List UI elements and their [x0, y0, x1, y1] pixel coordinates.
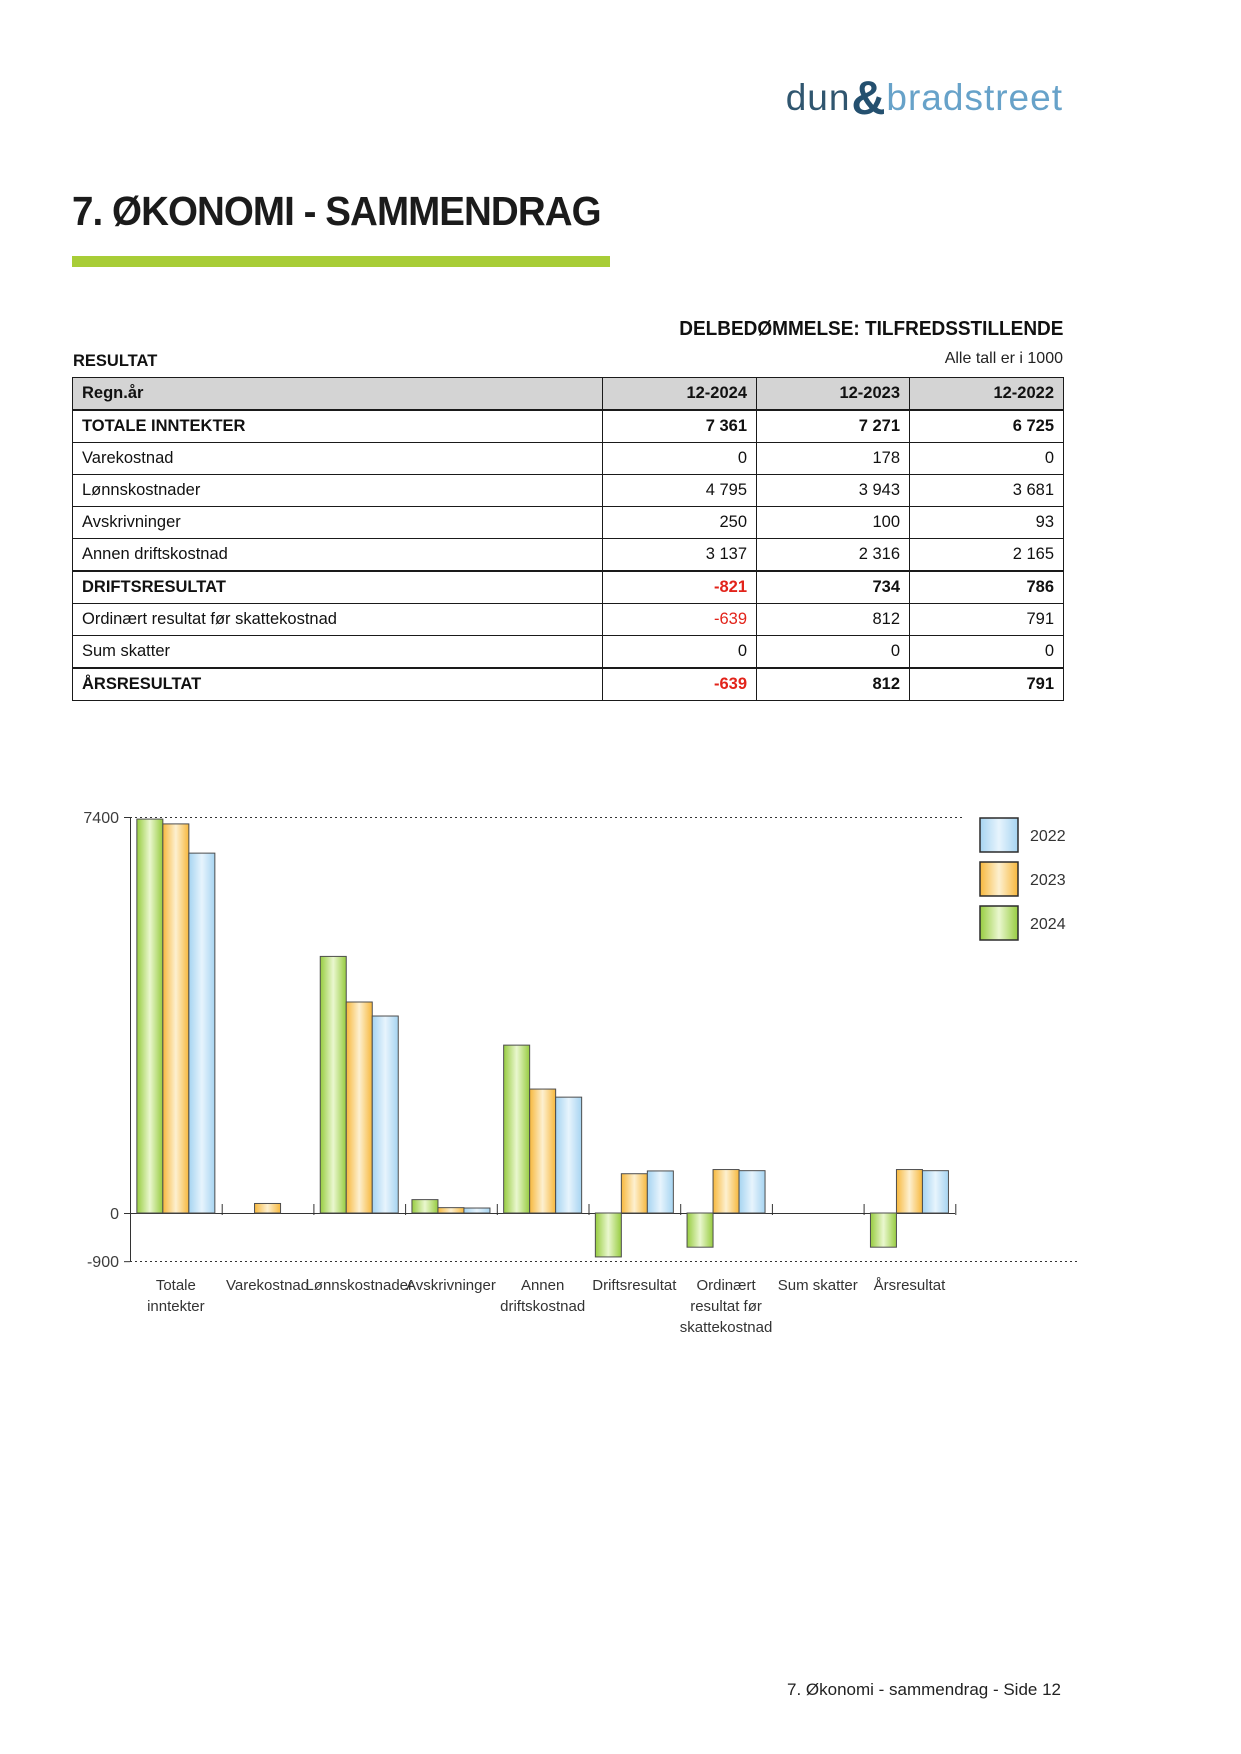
- value-cell: 2 165: [910, 539, 1064, 572]
- bar-2024-8: [870, 1213, 896, 1247]
- x-axis-category-label: inntekter: [147, 1298, 205, 1315]
- row-label-cell: Avskrivninger: [73, 507, 603, 539]
- value-cell: 4 795: [603, 475, 757, 507]
- x-axis-category-label: Avskrivninger: [406, 1277, 496, 1294]
- value-cell: 791: [910, 604, 1064, 636]
- bar-2023-4: [530, 1089, 556, 1213]
- bar-2023-8: [896, 1170, 922, 1213]
- x-axis-category-label: Driftsresultat: [592, 1277, 677, 1294]
- x-axis-category-label: Ordinært: [696, 1277, 756, 1294]
- value-cell: 3 681: [910, 475, 1064, 507]
- row-label-cell: Ordinært resultat før skattekostnad: [73, 604, 603, 636]
- value-cell: 2 316: [757, 539, 910, 572]
- table-row: [73, 507, 1064, 539]
- table-row: [73, 539, 1064, 572]
- bar-2024-6: [687, 1213, 713, 1247]
- table-row: [73, 443, 1064, 475]
- table-row: [73, 668, 1064, 701]
- value-cell: 791: [910, 668, 1064, 701]
- row-label-cell: ÅRSRESULTAT: [73, 668, 603, 701]
- bar-2024-0: [137, 819, 163, 1213]
- value-cell: -821: [603, 571, 757, 604]
- x-axis-category-label: resultat før: [690, 1298, 762, 1315]
- table-header-cell: 12-2024: [603, 378, 757, 411]
- table-row: [73, 604, 1064, 636]
- y-axis-tick-label: 0: [110, 1206, 119, 1223]
- value-cell: 0: [603, 636, 757, 669]
- row-label-cell: Sum skatter: [73, 636, 603, 669]
- row-label-cell: Lønnskostnader: [73, 475, 603, 507]
- value-cell: 0: [757, 636, 910, 669]
- legend-swatch-2024: [980, 906, 1018, 940]
- value-cell: 734: [757, 571, 910, 604]
- value-cell: 0: [910, 636, 1064, 669]
- logo-ampersand-icon: &: [851, 71, 886, 124]
- table-row: [73, 571, 1064, 604]
- value-cell: 812: [757, 604, 910, 636]
- bar-2022-4: [556, 1097, 582, 1213]
- value-cell: 812: [757, 668, 910, 701]
- bar-2022-3: [464, 1208, 490, 1213]
- x-axis-category-label: Totale: [155, 1277, 196, 1294]
- bar-2023-2: [346, 1002, 372, 1213]
- section-label-resultat: RESULTAT: [73, 351, 158, 370]
- legend-label: 2022: [1030, 828, 1066, 845]
- table-row: [73, 636, 1064, 669]
- bar-2022-0: [189, 853, 215, 1213]
- bar-2022-2: [372, 1016, 398, 1213]
- title-underline-accent: [72, 256, 610, 267]
- value-cell: 7 271: [757, 410, 910, 443]
- value-cell: 7 361: [603, 410, 757, 443]
- logo-text-dun: dun: [785, 77, 851, 118]
- table-header-row: [73, 378, 1064, 411]
- legend-label: 2023: [1030, 872, 1066, 889]
- value-cell: 93: [910, 507, 1064, 539]
- bar-2022-6: [739, 1171, 765, 1213]
- bar-2024-5: [595, 1213, 621, 1257]
- value-cell: 6 725: [910, 410, 1064, 443]
- bar-2023-6: [713, 1170, 739, 1213]
- x-axis-category-label: Varekostnad: [225, 1277, 310, 1294]
- value-cell: 178: [757, 443, 910, 475]
- legend-label: 2024: [1030, 916, 1066, 933]
- bar-chart-canvas: [60, 770, 1080, 1370]
- value-cell: 100: [757, 507, 910, 539]
- value-cell: 786: [910, 571, 1064, 604]
- value-cell: 3 943: [757, 475, 910, 507]
- page-title: 7. ØKONOMI - SAMMENDRAG: [72, 188, 601, 234]
- row-label-cell: TOTALE INNTEKTER: [73, 410, 603, 443]
- row-label-cell: Annen driftskostnad: [73, 539, 603, 572]
- value-cell: 0: [603, 443, 757, 475]
- value-cell: -639: [603, 668, 757, 701]
- x-axis-category-label: driftskostnad: [500, 1298, 586, 1315]
- table-header-cell: Regn.år: [73, 378, 603, 411]
- bar-2024-4: [504, 1045, 530, 1213]
- x-axis-category-label: Annen: [520, 1277, 565, 1294]
- page-footer: 7. Økonomi - sammendrag - Side 12: [786, 1680, 1061, 1699]
- legend-swatch-2023: [980, 862, 1018, 896]
- result-bar-chart: [60, 770, 1080, 1375]
- x-axis-category-label: Lønnskostnader: [305, 1277, 414, 1294]
- dun-and-bradstreet-logo: [785, 70, 1063, 124]
- table-header-cell: 12-2022: [910, 378, 1064, 411]
- row-label-cell: Varekostnad: [73, 443, 603, 475]
- x-axis-category-label: Årsresultat: [873, 1277, 946, 1294]
- legend-swatch-2022: [980, 818, 1018, 852]
- bar-2024-3: [412, 1200, 438, 1213]
- y-axis-tick-label: 7400: [83, 810, 119, 827]
- bar-2022-5: [647, 1171, 673, 1213]
- value-cell: 250: [603, 507, 757, 539]
- value-cell: -639: [603, 604, 757, 636]
- units-note: Alle tall er i 1000: [944, 350, 1063, 367]
- x-axis-category-label: Sum skatter: [777, 1277, 858, 1294]
- bar-2024-2: [320, 956, 346, 1213]
- table-header-cell: 12-2023: [757, 378, 910, 411]
- bar-2023-3: [438, 1208, 464, 1213]
- logo-text-bradstreet: bradstreet: [886, 77, 1063, 118]
- bar-2023-0: [163, 824, 189, 1213]
- table-row: [73, 410, 1064, 443]
- row-label-cell: DRIFTSRESULTAT: [73, 571, 603, 604]
- table-row: [73, 475, 1064, 507]
- assessment-heading: DELBEDØMMELSE: TILFREDSSTILLENDE: [678, 318, 1063, 340]
- bar-2023-5: [621, 1174, 647, 1213]
- results-table: [72, 377, 1064, 701]
- bar-2022-8: [922, 1171, 948, 1213]
- bar-2023-1: [255, 1203, 281, 1213]
- value-cell: 0: [910, 443, 1064, 475]
- y-axis-tick-label: -900: [86, 1254, 119, 1272]
- x-axis-category-label: skattekostnad: [679, 1319, 773, 1336]
- value-cell: 3 137: [603, 539, 757, 572]
